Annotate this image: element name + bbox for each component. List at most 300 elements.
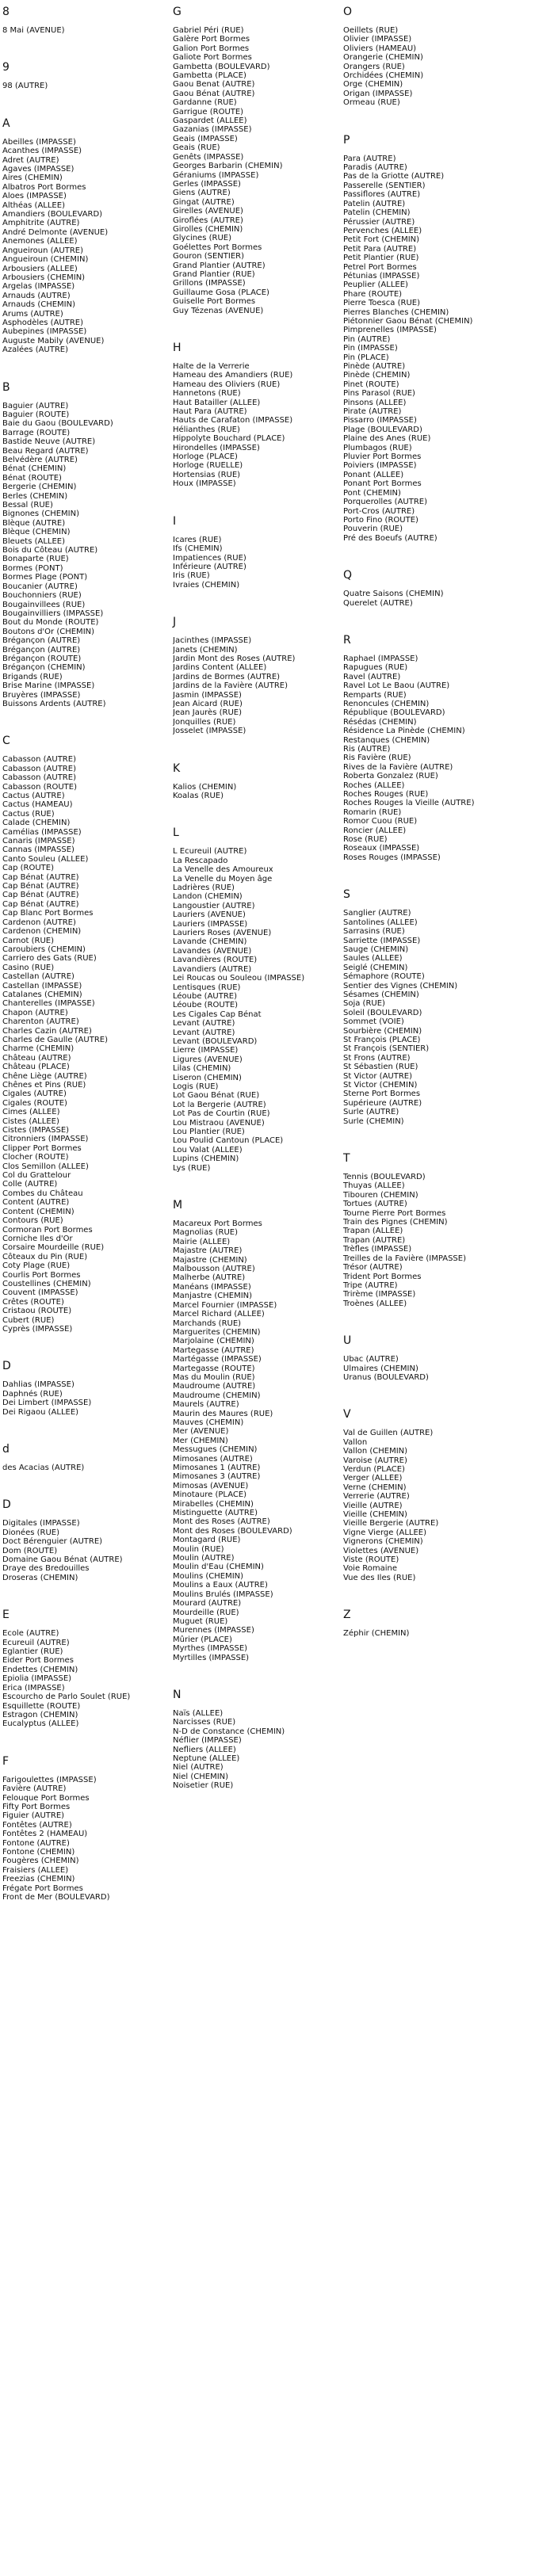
street-link[interactable]: Lavandiers (AUTRE) (173, 964, 252, 974)
street-link[interactable]: Pont (CHEMIN) (343, 488, 401, 498)
street-link[interactable]: Cabasson (AUTRE) (2, 755, 76, 765)
street-link[interactable]: Rapugues (RUE) (343, 663, 408, 673)
street-link[interactable]: Dei Limbert (IMPASSE) (2, 1399, 92, 1408)
street-link[interactable]: Ris (AUTRE) (343, 745, 391, 754)
street-link[interactable]: La Rescapado (173, 856, 228, 865)
street-link[interactable]: Patelin (AUTRE) (343, 199, 406, 208)
street-link[interactable]: Neptune (ALLEE) (173, 1754, 240, 1763)
street-link[interactable]: Charles Cazin (AUTRE) (2, 1026, 92, 1036)
street-link[interactable]: Peuplier (ALLEE) (343, 280, 408, 290)
street-link[interactable]: Roches Rouges (RUE) (343, 790, 429, 800)
street-link[interactable]: Colle (AUTRE) (2, 1180, 58, 1189)
street-link[interactable]: Ladrières (RUE) (173, 883, 235, 893)
street-link[interactable]: Glycines (RUE) (173, 234, 231, 243)
street-link[interactable]: Gouron (SENTIER) (173, 252, 245, 261)
street-link[interactable]: Poiviers (IMPASSE) (343, 461, 417, 471)
street-link[interactable]: Iris (RUE) (173, 571, 210, 581)
street-link[interactable]: Surle (AUTRE) (343, 1108, 399, 1117)
street-link[interactable]: André Delmonte (AVENUE) (2, 227, 109, 237)
street-link[interactable]: Lavandières (ROUTE) (173, 956, 258, 965)
street-link[interactable]: Troènes (ALLEE) (343, 1299, 407, 1308)
street-link[interactable]: Grand Plantier (RUE) (173, 269, 255, 279)
street-link[interactable]: Eglantier (RUE) (2, 1647, 63, 1657)
street-link[interactable]: Bougainvilliers (IMPASSE) (2, 609, 104, 618)
street-link[interactable]: Maurin des Maures (RUE) (173, 1409, 273, 1418)
street-link[interactable]: Amandiers (BOULEVARD) (2, 210, 103, 219)
street-link[interactable]: Noisetier (RUE) (173, 1781, 234, 1791)
street-link[interactable]: Canaris (IMPASSE) (2, 837, 75, 846)
street-link[interactable]: Sémaphore (ROUTE) (343, 972, 425, 982)
street-link[interactable]: Marguerites (CHEMIN) (173, 1327, 261, 1337)
street-link[interactable]: Haut Batailler (ALLEE) (173, 398, 261, 407)
street-link[interactable]: Baguier (ROUTE) (2, 410, 70, 419)
street-link[interactable]: Jonquilles (RUE) (173, 717, 236, 727)
street-link[interactable]: Eucalyptus (ALLEE) (2, 1719, 79, 1729)
street-link[interactable]: Carnot (RUE) (2, 936, 54, 945)
street-link[interactable]: Georges Barbarin (CHEMIN) (173, 162, 283, 171)
street-link[interactable]: Berles (CHEMIN) (2, 491, 68, 501)
street-link[interactable]: Orangerie (CHEMIN) (343, 53, 423, 63)
street-link[interactable]: Jardins de Bormes (AUTRE) (173, 672, 281, 681)
street-link[interactable]: Frégate Port Bormes (2, 1883, 83, 1893)
street-link[interactable]: Château (PLACE) (2, 1063, 70, 1072)
street-link[interactable]: Dahlias (IMPASSE) (2, 1380, 75, 1390)
street-link[interactable]: Anemones (ALLEE) (2, 237, 78, 246)
street-link[interactable]: Dom (ROUTE) (2, 1546, 58, 1555)
street-link[interactable]: Ligures (AVENUE) (173, 1055, 243, 1064)
street-link[interactable]: 8 Mai (AVENUE) (2, 26, 65, 35)
street-link[interactable]: Tortues (AUTRE) (343, 1200, 407, 1209)
street-link[interactable]: Paradis (AUTRE) (343, 163, 407, 173)
street-link[interactable]: Combes du Château (2, 1189, 83, 1198)
street-link[interactable]: Coty Plage (RUE) (2, 1261, 71, 1271)
street-link[interactable]: Raphael (IMPASSE) (343, 654, 418, 663)
street-link[interactable]: Bouchonniers (RUE) (2, 591, 82, 601)
street-link[interactable]: Phare (ROUTE) (343, 289, 403, 299)
street-link[interactable]: Digitales (IMPASSE) (2, 1519, 80, 1528)
street-link[interactable]: Gambetta (BOULEVARD) (173, 62, 270, 71)
street-link[interactable]: Col du Grattelour (2, 1171, 71, 1181)
street-link[interactable]: Quatre Saisons (CHEMIN) (343, 590, 444, 599)
street-link[interactable]: Levant (BOULEVARD) (173, 1036, 258, 1046)
street-link[interactable]: Sauge (CHEMIN) (343, 945, 409, 954)
street-link[interactable]: Géraniums (IMPASSE) (173, 170, 259, 180)
street-link[interactable]: Verdun (PLACE) (343, 1464, 405, 1474)
street-link[interactable]: Jean Jaurès (RUE) (173, 708, 242, 718)
street-link[interactable]: Bougainvillees (RUE) (2, 600, 86, 609)
street-link[interactable]: Cimes (ALLEE) (2, 1108, 60, 1117)
street-link[interactable]: Voie Romaine (343, 1564, 398, 1574)
street-link[interactable]: Mairie (ALLEE) (173, 1237, 231, 1246)
street-link[interactable]: Erica (IMPASSE) (2, 1683, 65, 1693)
street-link[interactable]: Uranus (BOULEVARD) (343, 1372, 429, 1382)
street-link[interactable]: Sterne Port Bormes (343, 1090, 421, 1099)
street-link[interactable]: Restanques (CHEMIN) (343, 735, 430, 745)
street-link[interactable]: Brégançon (AUTRE) (2, 645, 81, 654)
street-link[interactable]: Pierre Toesca (RUE) (343, 299, 420, 308)
street-link[interactable]: Guillaume Gosa (PLACE) (173, 288, 269, 297)
street-link[interactable]: Horloge (PLACE) (173, 452, 238, 462)
street-link[interactable]: Casino (RUE) (2, 963, 55, 972)
street-link[interactable]: Charles de Gaulle (AUTRE) (2, 1035, 108, 1044)
street-link[interactable]: Martégasse (IMPASSE) (173, 1355, 262, 1364)
street-link[interactable]: Manjastre (CHEMIN) (173, 1292, 253, 1301)
street-link[interactable]: Arums (AUTRE) (2, 309, 63, 319)
street-link[interactable]: Piétonnier Gaou Bénat (CHEMIN) (343, 316, 473, 326)
street-link[interactable]: Content (CHEMIN) (2, 1207, 75, 1216)
street-link[interactable]: Pins Parasol (RUE) (343, 389, 415, 399)
street-link[interactable]: Epiolia (IMPASSE) (2, 1674, 72, 1684)
street-link[interactable]: Jardins de la Favière (AUTRE) (173, 681, 288, 691)
street-link[interactable]: Roseaux (IMPASSE) (343, 844, 420, 853)
street-link[interactable]: Petit Fort (CHEMIN) (343, 235, 420, 245)
street-link[interactable]: Argelas (IMPASSE) (2, 282, 75, 292)
street-link[interactable]: Cardenon (CHEMIN) (2, 927, 82, 937)
street-link[interactable]: Pin (IMPASSE) (343, 344, 398, 353)
street-link[interactable]: Felouque Port Bormes (2, 1793, 90, 1803)
street-link[interactable]: Roberta Gonzalez (RUE) (343, 772, 438, 781)
street-link[interactable]: Beau Regard (AUTRE) (2, 446, 89, 456)
street-link[interactable]: Contours (RUE) (2, 1216, 63, 1226)
street-link[interactable]: Résédas (CHEMIN) (343, 717, 417, 727)
street-link[interactable]: Minotaure (PLACE) (173, 1490, 247, 1500)
street-link[interactable]: Manéans (IMPASSE) (173, 1282, 251, 1292)
street-link[interactable]: Fifty Port Bormes (2, 1802, 71, 1811)
street-link[interactable]: Narcisses (RUE) (173, 1718, 236, 1727)
street-link[interactable]: Farigoulettes (IMPASSE) (2, 1775, 97, 1784)
street-link[interactable]: Vieille (CHEMIN) (343, 1510, 407, 1519)
street-link[interactable]: Patelin (CHEMIN) (343, 208, 411, 218)
street-link[interactable]: Majastre (AUTRE) (173, 1246, 243, 1256)
street-link[interactable]: Maudroume (CHEMIN) (173, 1391, 261, 1400)
street-link[interactable]: Barrage (ROUTE) (2, 428, 71, 437)
street-link[interactable]: Lauriers (AVENUE) (173, 910, 246, 920)
street-link[interactable]: Macareux Port Bormes (173, 1219, 262, 1229)
street-link[interactable]: Icares (RUE) (173, 535, 222, 544)
street-link[interactable]: Galère Port Bormes (173, 35, 250, 44)
street-link[interactable]: Cardenon (AUTRE) (2, 918, 76, 927)
street-link[interactable]: Brégançon (CHEMIN) (2, 663, 86, 673)
street-link[interactable]: Niel (AUTRE) (173, 1763, 224, 1773)
street-link[interactable]: Mas du Moulin (RUE) (173, 1372, 255, 1382)
street-link[interactable]: Calade (CHEMIN) (2, 819, 71, 828)
street-link[interactable]: Galiote Port Bormes (173, 53, 252, 63)
street-link[interactable]: Rose (RUE) (343, 835, 388, 845)
street-link[interactable]: Olivier (IMPASSE) (343, 35, 412, 44)
street-link[interactable]: Marcel Richard (ALLEE) (173, 1310, 265, 1319)
street-link[interactable]: Violettes (AVENUE) (343, 1546, 419, 1555)
street-link[interactable]: Hortensias (RUE) (173, 470, 241, 479)
street-link[interactable]: Plage (BOULEVARD) (343, 425, 422, 434)
street-link[interactable]: Cristaou (ROUTE) (2, 1307, 72, 1316)
street-link[interactable]: Esquillette (ROUTE) (2, 1701, 81, 1711)
street-link[interactable]: Bruyères (IMPASSE) (2, 690, 81, 700)
street-link[interactable]: Mont des Roses (AUTRE) (173, 1517, 270, 1527)
street-link[interactable]: Blèque (CHEMIN) (2, 528, 71, 537)
street-link[interactable]: Giens (AUTRE) (173, 189, 231, 198)
street-link[interactable]: Cyprès (IMPASSE) (2, 1324, 73, 1334)
street-link[interactable]: Lierre (IMPASSE) (173, 1046, 239, 1055)
street-link[interactable]: Landon (CHEMIN) (173, 892, 243, 902)
street-link[interactable]: Cormoran Port Bormes (2, 1225, 93, 1235)
street-link[interactable]: Zéphir (CHEMIN) (343, 1629, 410, 1639)
street-link[interactable]: Daphnés (RUE) (2, 1389, 63, 1399)
street-link[interactable]: Castellan (AUTRE) (2, 972, 75, 982)
street-link[interactable]: Doct Bérenguier (AUTRE) (2, 1537, 103, 1547)
street-link[interactable]: Goélettes Port Bormes (173, 242, 262, 252)
street-link[interactable]: Fontone (CHEMIN) (2, 1847, 75, 1857)
street-link[interactable]: Cap (ROUTE) (2, 864, 55, 873)
street-link[interactable]: Pinet (ROUTE) (343, 380, 399, 389)
street-link[interactable]: Houx (IMPASSE) (173, 479, 236, 489)
street-link[interactable]: Gingat (AUTRE) (173, 197, 235, 207)
street-link[interactable]: Domaine Gaou Bénat (AUTRE) (2, 1555, 123, 1565)
street-link[interactable]: Lou Poulid Cantoun (PLACE) (173, 1136, 284, 1146)
street-link[interactable]: Murennes (IMPASSE) (173, 1626, 254, 1635)
street-link[interactable]: St Frons (AUTRE) (343, 1053, 411, 1063)
street-link[interactable]: Galion Port Bormes (173, 44, 250, 53)
street-link[interactable]: La Venelle des Amoureux (173, 865, 273, 875)
street-link[interactable]: Brégançon (AUTRE) (2, 636, 81, 646)
street-link[interactable]: Trapan (AUTRE) (343, 1235, 406, 1245)
street-link[interactable]: Sarriette (IMPASSE) (343, 936, 421, 945)
street-link[interactable]: Hippolyte Bouchard (PLACE) (173, 434, 285, 444)
street-link[interactable]: Pin (PLACE) (343, 353, 389, 362)
street-link[interactable]: Charme (CHEMIN) (2, 1044, 75, 1054)
street-link[interactable]: Lys (RUE) (173, 1163, 211, 1173)
street-link[interactable]: Camélias (IMPASSE) (2, 827, 82, 837)
street-link[interactable]: N-D de Constance (CHEMIN) (173, 1727, 285, 1736)
street-link[interactable]: Brégançon (ROUTE) (2, 654, 82, 663)
street-link[interactable]: Léoube (AUTRE) (173, 991, 238, 1001)
street-link[interactable]: Cap Bénat (AUTRE) (2, 891, 79, 900)
street-link[interactable]: Lot la Bergerie (AUTRE) (173, 1100, 266, 1109)
street-link[interactable]: Romarin (RUE) (343, 807, 402, 817)
street-link[interactable]: Arnauds (CHEMIN) (2, 300, 75, 310)
street-link[interactable]: Lentisques (RUE) (173, 983, 241, 992)
street-link[interactable]: Bormes (PONT) (2, 563, 63, 573)
street-link[interactable]: Plumbagos (RUE) (343, 443, 412, 452)
street-link[interactable]: Martegasse (ROUTE) (173, 1364, 255, 1373)
street-link[interactable]: Clos Semillon (ALLEE) (2, 1162, 89, 1171)
street-link[interactable]: Porquerolles (AUTRE) (343, 498, 428, 507)
street-link[interactable]: Dionées (RUE) (2, 1528, 60, 1537)
street-link[interactable]: Moulins Brulés (IMPASSE) (173, 1589, 273, 1599)
street-link[interactable]: Verne (CHEMIN) (343, 1483, 407, 1492)
street-link[interactable]: Cigales (AUTRE) (2, 1090, 67, 1099)
street-link[interactable]: Résidence La Pinède (CHEMIN) (343, 727, 465, 736)
street-link[interactable]: Janets (CHEMIN) (173, 645, 238, 654)
street-link[interactable]: Aubepines (IMPASSE) (2, 327, 87, 337)
street-link[interactable]: Plaine des Anes (RUE) (343, 434, 431, 444)
street-link[interactable]: Caroubiers (CHEMIN) (2, 945, 86, 954)
street-link[interactable]: Roncier (ALLEE) (343, 826, 407, 835)
street-link[interactable]: Guiselle Port Bormes (173, 297, 256, 307)
street-link[interactable]: Dei Rigaou (ALLEE) (2, 1407, 79, 1417)
street-link[interactable]: Montagard (RUE) (173, 1536, 241, 1545)
street-link[interactable]: L Ecureuil (AUTRE) (173, 847, 247, 857)
street-link[interactable]: Cap Blanc Port Bormes (2, 909, 94, 918)
street-link[interactable]: Mimosas (AVENUE) (173, 1481, 249, 1490)
street-link[interactable]: Garrigue (ROUTE) (173, 107, 244, 116)
street-link[interactable]: Levant (AUTRE) (173, 1028, 235, 1037)
street-link[interactable]: Bormes Plage (PONT) (2, 573, 88, 582)
street-link[interactable]: Tennis (BOULEVARD) (343, 1173, 426, 1182)
street-link[interactable]: Hélianthes (RUE) (173, 425, 240, 434)
street-link[interactable]: Lei Roucas ou Souleou (IMPASSE) (173, 974, 305, 983)
street-link[interactable]: Vallon (CHEMIN) (343, 1447, 408, 1456)
street-link[interactable]: Vieille (AUTRE) (343, 1501, 403, 1510)
street-link[interactable]: Naïs (ALLEE) (173, 1708, 224, 1718)
street-link[interactable]: Trident Port Bormes (343, 1272, 422, 1281)
street-link[interactable]: St François (PLACE) (343, 1035, 421, 1044)
street-link[interactable]: Althéas (ALLEE) (2, 200, 65, 210)
street-link[interactable]: Myrthes (IMPASSE) (173, 1644, 248, 1654)
street-link[interactable]: Ecureuil (AUTRE) (2, 1638, 70, 1647)
street-link[interactable]: Lou Valat (ALLEE) (173, 1145, 243, 1154)
street-link[interactable]: Bois du Côteau (AUTRE) (2, 546, 98, 555)
street-link[interactable]: Ravel (AUTRE) (343, 672, 401, 681)
street-link[interactable]: Hameau des Amandiers (RUE) (173, 371, 293, 380)
street-link[interactable]: Mimosanes 1 (AUTRE) (173, 1464, 261, 1472)
street-link[interactable]: Cactus (HAMEAU) (2, 800, 73, 810)
street-link[interactable]: Belvédère (AUTRE) (2, 456, 78, 464)
street-link[interactable]: Renoncules (CHEMIN) (343, 699, 430, 708)
street-link[interactable]: Fontêtes (AUTRE) (2, 1820, 72, 1830)
street-link[interactable]: Genêts (IMPASSE) (173, 152, 244, 162)
street-link[interactable]: Grillons (IMPASSE) (173, 279, 246, 288)
street-link[interactable]: Impatiences (RUE) (173, 553, 246, 563)
street-link[interactable]: Adret (AUTRE) (2, 155, 59, 165)
street-link[interactable]: Ris Favière (RUE) (343, 754, 411, 763)
street-link[interactable]: Boucanier (AUTRE) (2, 582, 78, 591)
street-link[interactable]: Verrerie (AUTRE) (343, 1492, 410, 1502)
street-link[interactable]: Fontone (AUTRE) (2, 1838, 70, 1848)
street-link[interactable]: Marchands (RUE) (173, 1319, 242, 1328)
street-link[interactable]: Magnolias (RUE) (173, 1228, 239, 1238)
street-link[interactable]: Sésames (CHEMIN) (343, 990, 419, 999)
street-link[interactable]: Aloes (IMPASSE) (2, 192, 67, 201)
street-link[interactable]: Les Cigales Cap Bénat (173, 1009, 262, 1019)
street-link[interactable]: Cistes (ALLEE) (2, 1116, 59, 1126)
street-link[interactable]: Abeilles (IMPASSE) (2, 137, 76, 147)
street-link[interactable]: Azalées (AUTRE) (2, 345, 69, 355)
street-link[interactable]: Mirabelles (CHEMIN) (173, 1499, 254, 1509)
street-link[interactable]: Carriero des Gats (RUE) (2, 954, 97, 964)
street-link[interactable]: Pirate (AUTRE) (343, 407, 402, 417)
street-link[interactable]: Horloge (RUELLE) (173, 461, 243, 471)
street-link[interactable]: Draye des Bredouilles (2, 1564, 90, 1574)
street-link[interactable]: Trirème (IMPASSE) (343, 1290, 416, 1299)
street-link[interactable]: Giroflées (AUTRE) (173, 216, 243, 225)
street-link[interactable]: Blèque (AUTRE) (2, 518, 66, 528)
street-link[interactable]: Maurels (AUTRE) (173, 1400, 239, 1410)
street-link[interactable]: Boutons d'Or (CHEMIN) (2, 627, 95, 636)
street-link[interactable]: Orge (CHEMIN) (343, 80, 403, 90)
street-link[interactable]: Girelles (AVENUE) (173, 207, 243, 216)
street-link[interactable]: Maudroume (AUTRE) (173, 1382, 256, 1391)
street-link[interactable]: Moulins a Eaux (AUTRE) (173, 1581, 268, 1590)
street-link[interactable]: Porto Fino (ROUTE) (343, 515, 418, 525)
street-link[interactable]: Angueiroun (CHEMIN) (2, 255, 89, 265)
street-link[interactable]: Haut Para (AUTRE) (173, 407, 247, 417)
street-link[interactable]: Escourcho de Parlo Soulet (RUE) (2, 1693, 131, 1702)
street-link[interactable]: Pissarro (IMPASSE) (343, 416, 417, 426)
street-link[interactable]: Pouverin (RUE) (343, 525, 403, 534)
street-link[interactable]: Ubac (AUTRE) (343, 1355, 399, 1364)
street-link[interactable]: Buissons Ardents (AUTRE) (2, 699, 106, 708)
street-link[interactable]: Origan (IMPASSE) (343, 89, 413, 98)
street-link[interactable]: Passiflores (AUTRE) (343, 190, 421, 200)
street-link[interactable]: République (BOULEVARD) (343, 708, 445, 718)
street-link[interactable]: Petit Para (AUTRE) (343, 244, 417, 254)
street-link[interactable]: Vieille Bergerie (AUTRE) (343, 1519, 439, 1528)
street-link[interactable]: Mûrier (PLACE) (173, 1635, 232, 1644)
street-link[interactable]: Mimosanes 3 (AUTRE) (173, 1472, 261, 1482)
street-link[interactable]: Cabasson (ROUTE) (2, 782, 78, 792)
street-link[interactable]: Mauves (CHEMIN) (173, 1418, 244, 1427)
street-link[interactable]: Verger (ALLEE) (343, 1474, 403, 1483)
street-link[interactable]: Gerles (IMPASSE) (173, 179, 241, 189)
street-link[interactable]: Lavandes (AVENUE) (173, 946, 252, 956)
street-link[interactable]: Rives de la Favière (AUTRE) (343, 762, 453, 772)
street-link[interactable]: Roches (ALLEE) (343, 780, 405, 790)
street-link[interactable]: Langoustier (AUTRE) (173, 901, 255, 910)
street-link[interactable]: Lupins (CHEMIN) (173, 1154, 239, 1164)
street-link[interactable]: Arbousiers (CHEMIN) (2, 273, 86, 282)
street-link[interactable]: Bénat (ROUTE) (2, 473, 62, 483)
street-link[interactable]: Bergerie (CHEMIN) (2, 483, 77, 492)
street-link[interactable]: Pinède (CHEMIN) (343, 371, 411, 380)
street-link[interactable]: Estragon (CHEMIN) (2, 1710, 78, 1719)
street-link[interactable]: Sourbière (CHEMIN) (343, 1026, 422, 1036)
street-link[interactable]: Vue des Iles (RUE) (343, 1573, 416, 1582)
street-link[interactable]: Aires (CHEMIN) (2, 174, 63, 183)
street-link[interactable]: Crêtes (ROUTE) (2, 1297, 64, 1307)
street-link[interactable]: Tibouren (CHEMIN) (343, 1190, 418, 1200)
street-link[interactable]: Néflier (IMPASSE) (173, 1736, 242, 1746)
street-link[interactable]: Trapan (ALLEE) (343, 1227, 403, 1236)
street-link[interactable]: Treilles de la Favière (IMPASSE) (343, 1254, 466, 1263)
street-link[interactable]: Content (AUTRE) (2, 1198, 70, 1208)
street-link[interactable]: Josselet (IMPASSE) (173, 727, 246, 736)
street-link[interactable]: Train des Pignes (CHEMIN) (343, 1218, 448, 1227)
street-link[interactable]: Cigales (ROUTE) (2, 1098, 67, 1108)
street-link[interactable]: Amphitrite (AUTRE) (2, 219, 80, 228)
street-link[interactable]: Lot Pas de Courtin (RUE) (173, 1109, 270, 1119)
street-link[interactable]: Gambetta (PLACE) (173, 71, 246, 81)
street-link[interactable]: Corsaire Mourdeille (RUE) (2, 1243, 105, 1253)
street-link[interactable]: Geais (IMPASSE) (173, 134, 238, 143)
street-link[interactable]: Hannetons (RUE) (173, 389, 241, 399)
street-link[interactable]: Petit Plantier (RUE) (343, 254, 419, 263)
street-link[interactable]: Fraisiers (ALLEE) (2, 1865, 69, 1875)
street-link[interactable]: Messugues (CHEMIN) (173, 1445, 258, 1455)
street-link[interactable]: Niel (CHEMIN) (173, 1772, 229, 1781)
street-link[interactable]: Malherbe (AUTRE) (173, 1273, 246, 1283)
street-link[interactable]: Grand Plantier (AUTRE) (173, 261, 266, 270)
street-link[interactable]: Moulin (AUTRE) (173, 1554, 235, 1563)
street-link[interactable]: Chêne Liège (AUTRE) (2, 1071, 87, 1081)
street-link[interactable]: Bessal (RUE) (2, 501, 53, 510)
street-link[interactable]: Sarrasins (RUE) (343, 927, 405, 937)
street-link[interactable]: Asphodèles (AUTRE) (2, 318, 84, 327)
street-link[interactable]: Orangers (RUE) (343, 62, 405, 71)
street-link[interactable]: Gardanne (RUE) (173, 98, 237, 108)
street-link[interactable]: Côteaux du Pin (RUE) (2, 1252, 88, 1261)
street-link[interactable]: Romor Cuou (RUE) (343, 817, 418, 826)
street-link[interactable]: Charenton (AUTRE) (2, 1017, 79, 1027)
